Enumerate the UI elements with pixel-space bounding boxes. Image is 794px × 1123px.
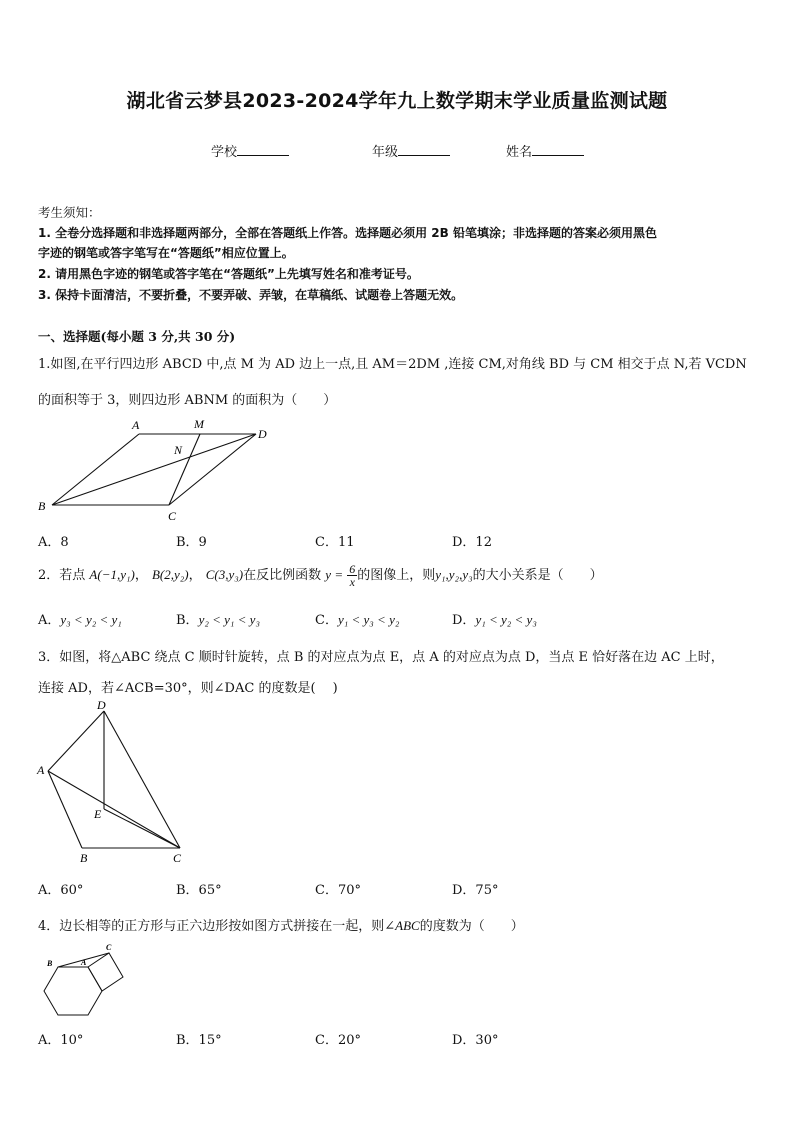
q2-option-a[interactable]	[38, 609, 122, 628]
q2-option-d[interactable]	[452, 609, 537, 628]
q4-square-hexagon-figure	[36, 941, 136, 1021]
q4-suffix: 的度数为（ ）	[419, 919, 524, 934]
q3-label-a: A	[37, 763, 45, 777]
notice-item-1a: 1. 全卷分选择题和非选择题两部分，全部在答题纸上作答。选择题必须用 2B 铅笔填涂；非选择题的答案必须用黑色	[38, 226, 657, 240]
q2-frac-num: 6	[349, 562, 356, 576]
notice-heading: 考生须知：	[38, 205, 101, 220]
q2-option-d-letter: D．	[452, 613, 476, 628]
q2-mid: 在反比例函数	[243, 568, 322, 583]
q3-stem-line2: 连接 AD，若∠ACB=30°，则∠DAC 的度数是( )	[38, 681, 338, 696]
grade-field	[372, 141, 450, 160]
q3-label-e: E	[94, 807, 102, 821]
q1-option-b[interactable]: B．9	[176, 535, 207, 550]
q4-prefix: 4．边长相等的正方形与正六边形按如图方式拼接在一起，则	[38, 919, 385, 934]
q3-label-b: B	[80, 851, 88, 865]
q4-stem	[38, 915, 524, 934]
q2-end: 的大小关系是（ ）	[472, 568, 603, 583]
q2-option-c-letter: C．	[315, 613, 338, 628]
name-label: 姓名	[506, 145, 533, 160]
q4-option-b[interactable]: B．15°	[176, 1033, 222, 1048]
q4-label-b: B	[47, 959, 53, 968]
q2-suffix: 的图像上，则	[357, 568, 436, 583]
q2-fraction	[347, 563, 357, 588]
q3-label-c: C	[173, 851, 182, 865]
school-blank	[237, 143, 289, 156]
q3-label-d: D	[97, 698, 106, 712]
q3-option-c[interactable]: C．70°	[315, 883, 361, 898]
notice-item-2: 2. 请用黑色字迹的钢笔或答字笔在“答题纸”上先填写姓名和准考证号。	[38, 267, 419, 281]
q2-option-c[interactable]	[315, 609, 399, 628]
notice-item-3: 3. 保持卡面清洁，不要折叠，不要弄破、弄皱，在草稿纸、试题卷上答题无效。	[38, 288, 464, 302]
q2-point-b: B(2,y₂)	[151, 567, 189, 582]
q2-option-b-math: y₂ < y₁ < y₃	[198, 612, 260, 627]
q4-option-a[interactable]: A．10°	[38, 1033, 84, 1048]
q2-option-a-letter: A．	[38, 613, 61, 628]
q1-stem-line2: 的面积等于 3，则四边形 ABNM 的面积为（ ）	[38, 393, 337, 408]
name-field	[506, 141, 584, 160]
q2-vars: y₁,y₂,y₃	[435, 567, 473, 582]
q1-label-n: N	[174, 443, 183, 457]
q2-option-b[interactable]	[176, 609, 260, 628]
q2-point-c: C(3,y₃)	[205, 567, 244, 582]
q2-stem: 2．若点 A(−1,y₁)， B(2,y₂)， C(3,y₃)在反比例函数 y = $\frac{6}{x}$ 的图像上，则y₁,y₂,y₃的大小关系是（ ）	[38, 562, 603, 589]
q1-parallelogram-figure	[34, 414, 284, 524]
q4-option-d[interactable]: D．30°	[452, 1033, 499, 1048]
q1-label-a: A	[132, 418, 140, 432]
q1-stem-line1: 1.如图,在平行四边形 ABCD 中,点 M 为 AD 边上一点,且 AM＝2DM ,连接 CM,对角线 BD 与 CM 相交于点 N,若 VCDN	[38, 357, 747, 372]
q1-label-m: M	[194, 417, 204, 431]
q3-option-d[interactable]: D．75°	[452, 883, 499, 898]
q2-prefix: 2．若点	[38, 568, 86, 583]
q1-label-d: D	[258, 427, 267, 441]
q1-label-c: C	[168, 509, 177, 523]
school-label: 学校	[211, 145, 238, 160]
grade-blank	[398, 143, 450, 156]
q1-option-d[interactable]: D．12	[452, 535, 492, 550]
q2-func-lhs: y =	[325, 567, 344, 582]
grade-label: 年级	[372, 145, 399, 160]
notice-item-1b: 字迹的钢笔或答字笔写在“答题纸”相应位置上。	[38, 246, 294, 260]
q2-option-c-math: y₁ < y₃ < y₂	[337, 612, 400, 627]
q1-option-a[interactable]: A．8	[38, 535, 69, 550]
school-field	[211, 141, 289, 160]
q4-option-c[interactable]: C．20°	[315, 1033, 361, 1048]
q3-stem-line1: 3．如图，将△ABC 绕点 C 顺时针旋转，点 B 的对应点为点 E，点 A 的对应点为点 D，当点 E 恰好落在边 AC 上时，	[38, 650, 724, 665]
name-blank	[532, 143, 584, 156]
q2-option-b-letter: B．	[176, 613, 199, 628]
q3-option-b[interactable]: B．65°	[176, 883, 222, 898]
q1-option-c[interactable]: C．11	[315, 535, 355, 550]
page-title: 湖北省云梦县2023-2024学年九上数学期末学业质量监测试题	[126, 90, 668, 112]
q3-triangle-figure	[34, 697, 194, 867]
q2-option-d-math: y₁ < y₂ < y₃	[475, 612, 537, 627]
q3-option-a[interactable]: A．60°	[38, 883, 84, 898]
q2-point-a: A(−1,y₁)	[89, 567, 135, 582]
q2-frac-den: x	[349, 575, 355, 589]
q1-label-b: B	[38, 499, 46, 513]
q4-angle: ∠ABC	[384, 918, 420, 933]
q4-label-a: A	[81, 958, 87, 967]
q2-option-a-math: y₃ < y₂ < y₁	[60, 612, 122, 627]
section-heading: 一、选择题(每小题 3 分,共 30 分)	[38, 329, 236, 344]
q4-label-c: C	[106, 943, 112, 952]
